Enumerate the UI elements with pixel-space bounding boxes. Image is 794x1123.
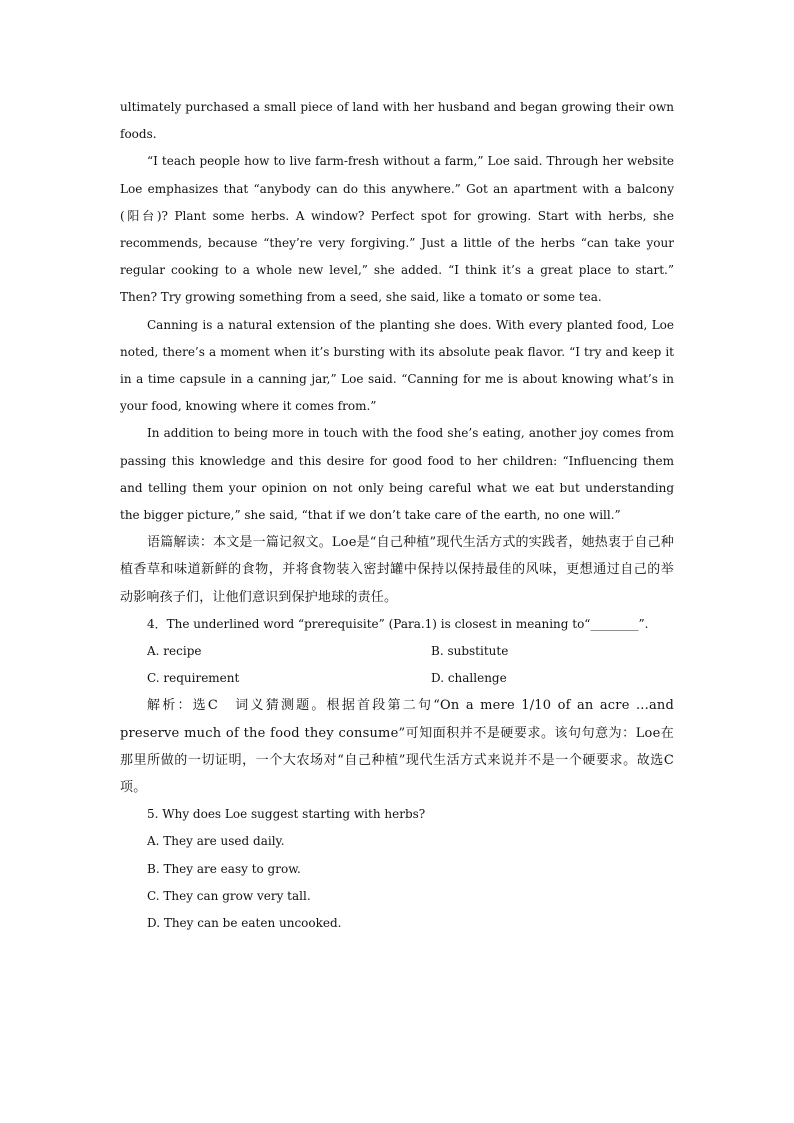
question-4-option-d: D. challenge [431,671,507,686]
passage-paragraph-3: Canning is a natural extension of the planting she does. With every planted food, Loe noted, there’s a moment when it’s bursting with its absolute peak flavor. “I try and keep it in a time capsule in a canning jar,” Loe said. “Canning for me is about knowing what’s in your food, knowing where it comes from.” [120,317,674,414]
passage-paragraph-continued: ultimately purchased a small piece of land with her husband and began growing their own foods. [120,100,674,142]
question-4-option-a: A. recipe [147,644,202,659]
question-5-option-b: B. They are easy to grow. [147,861,301,876]
question-4-stem: 4．The underlined word “prerequisite” (Para.1) is closest in meaning to“________”. [147,616,649,631]
question-5-option-a: A. They are used daily. [147,834,285,849]
passage-paragraph-2: “I teach people how to live farm-fresh without a farm,” Loe said. Through her website Loe emphasizes that “anybody can do this anywhere.” Got an apartment with a balcony (阳台)? Plant some herbs. A window? Perfect spot for growing. Start with herbs, she recommends, because “they’re very forgiving.” Just a little of the herbs “can take your regular cooking to a whole new level,” she added. “I think it’s a great place to start.” Then? Try growing something from a seed, she said, like a tomato or some tea. [120,154,674,305]
passage-paragraph-4: In addition to being more in touch with the food she’s eating, another joy comes from passing this knowledge and this desire for good food to her children: “Influencing them and telling them your opinion on not only being careful what we eat but understanding the bigger picture,” she said, “that if we don’t take care of the earth, no one will.” [120,426,674,523]
question-5-stem: 5. Why does Loe suggest starting with herbs? [147,807,426,822]
question-4-options [120,638,674,692]
question-4-explanation: 解析：选C 词义猜测题。根据首段第二句“On a mere 1/10 of an acre ...and preserve much of the food they consume”可知面积并不是硬要求。该句句意为：Loe在那里所做的一切证明，一个大农场对“自己种植”现代生活方式来说并不是一个硬要求。故选C项。 [120,698,674,796]
passage-analysis: 语篇解读：本文是一篇记叙文。Loe是“自己种植”现代生活方式的实践者，她热衷于自己种植香草和味道新鲜的食物，并将食物装入密封罐中保持以保持最佳的风味，更想通过自己的举动影响孩子们，让他们意识到保护地球的责任。 [120,535,674,605]
page-content [120,94,674,937]
question-5-option-c: C. They can grow very tall. [147,888,311,903]
question-4-option-b: B. substitute [431,644,509,659]
question-5-option-d: D. They can be eaten uncooked. [147,916,342,931]
question-4-option-c: C. requirement [147,671,240,686]
